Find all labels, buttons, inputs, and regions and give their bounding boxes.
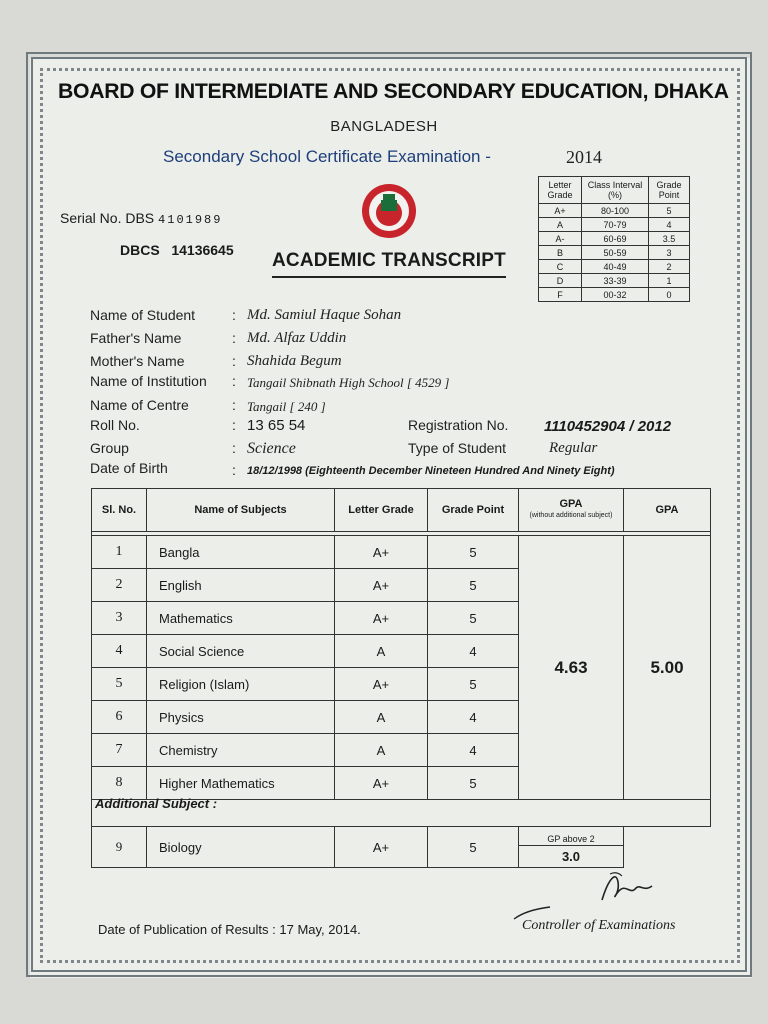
serial-label: Serial No. DBS bbox=[60, 210, 155, 226]
mother-name-label: Mother's Name bbox=[90, 353, 185, 369]
subject-name: Religion (Islam) bbox=[147, 668, 335, 701]
scale-row bbox=[539, 288, 690, 302]
scale-row bbox=[539, 246, 690, 260]
dbcs-label: DBCS bbox=[120, 242, 160, 258]
scale-row bbox=[539, 260, 690, 274]
scale-header-interval: Class Interval (%) bbox=[582, 177, 649, 204]
scale-cell: A+ bbox=[539, 204, 582, 218]
exam-year: 2014 bbox=[566, 147, 602, 167]
serial-number bbox=[60, 210, 222, 227]
mother-name: Shahida Begum bbox=[247, 353, 342, 369]
colon: : bbox=[232, 417, 236, 433]
scale-row bbox=[539, 232, 690, 246]
subject-sl: 1 bbox=[92, 536, 147, 569]
subject-sl: 2 bbox=[92, 569, 147, 602]
gpa-total: 5.00 bbox=[624, 536, 711, 800]
subject-letter-grade: A bbox=[335, 734, 428, 767]
header-subject: Name of Subjects bbox=[147, 489, 335, 532]
additional-subject-label: Additional Subject : bbox=[95, 796, 218, 811]
subject-grade-point: 5 bbox=[428, 668, 519, 701]
additional-letter: A+ bbox=[335, 827, 428, 868]
dob-label: Date of Birth bbox=[90, 460, 168, 476]
board-seal-icon bbox=[360, 182, 418, 240]
scale-cell: 0 bbox=[649, 288, 690, 302]
scale-cell: 80-100 bbox=[582, 204, 649, 218]
header-letter: Letter Grade bbox=[335, 489, 428, 532]
scale-cell: 50-59 bbox=[582, 246, 649, 260]
scale-cell: 00-32 bbox=[582, 288, 649, 302]
results-header-row bbox=[92, 489, 711, 532]
scale-cell: 4 bbox=[649, 218, 690, 232]
dbcs-number bbox=[120, 242, 234, 258]
scale-cell: A- bbox=[539, 232, 582, 246]
scale-header-letter: Letter Grade bbox=[539, 177, 582, 204]
subject-sl: 3 bbox=[92, 602, 147, 635]
student-name: Md. Samiul Haque Sohan bbox=[247, 307, 402, 323]
subject-sl: 7 bbox=[92, 734, 147, 767]
subject-sl: 4 bbox=[92, 635, 147, 668]
controller-signature-title: Controller of Examinations bbox=[522, 918, 676, 933]
gpa-without-additional: 4.63 bbox=[519, 536, 624, 800]
centre-label: Name of Centre bbox=[90, 397, 189, 413]
colon: : bbox=[232, 353, 236, 369]
scale-cell: 2 bbox=[649, 260, 690, 274]
scale-cell: 1 bbox=[649, 274, 690, 288]
roll-label: Roll No. bbox=[90, 417, 140, 433]
results-table bbox=[91, 488, 711, 868]
scale-cell: F bbox=[539, 288, 582, 302]
scale-cell: A bbox=[539, 218, 582, 232]
scale-cell: 3.5 bbox=[649, 232, 690, 246]
colon: : bbox=[232, 462, 236, 478]
scale-header-point: Grade Point bbox=[649, 177, 690, 204]
gp-above-value: 3.0 bbox=[561, 849, 581, 864]
header-sl: Sl. No. bbox=[92, 489, 147, 532]
header-gpa1: GPA bbox=[559, 498, 583, 510]
scale-cell: C bbox=[539, 260, 582, 274]
scale-cell: 33-39 bbox=[582, 274, 649, 288]
subject-letter-grade: A+ bbox=[335, 602, 428, 635]
centre-name: Tangail [ 240 ] bbox=[247, 399, 326, 414]
type-value: Regular bbox=[549, 440, 598, 456]
header-point: Grade Point bbox=[428, 489, 519, 532]
subject-name: Physics bbox=[147, 701, 335, 734]
subject-letter-grade: A bbox=[335, 635, 428, 668]
country-name: BANGLADESH bbox=[330, 118, 438, 135]
gp-above-label: GP above 2 bbox=[519, 833, 623, 846]
student-name-label: Name of Student bbox=[90, 307, 196, 323]
date-of-birth: 18/12/1998 (Eighteenth December Nineteen Hundred And Ninety Eight) bbox=[247, 465, 615, 477]
scale-cell: 3 bbox=[649, 246, 690, 260]
colon: : bbox=[232, 373, 236, 389]
colon: : bbox=[232, 440, 236, 456]
scale-cell: B bbox=[539, 246, 582, 260]
subject-letter-grade: A bbox=[335, 701, 428, 734]
subject-sl: 5 bbox=[92, 668, 147, 701]
registration-number: 1110452904 / 2012 bbox=[544, 418, 672, 435]
subject-name: Bangla bbox=[147, 536, 335, 569]
header-gpa-without bbox=[519, 489, 624, 532]
institution-name: Tangail Shibnath High School [ 4529 ] bbox=[247, 375, 450, 390]
header-gpa1-sub: (without additional subject) bbox=[529, 512, 613, 519]
grading-scale-table bbox=[538, 176, 690, 302]
subject-letter-grade: A+ bbox=[335, 569, 428, 602]
subject-grade-point: 5 bbox=[428, 569, 519, 602]
subject-grade-point: 4 bbox=[428, 701, 519, 734]
colon: : bbox=[232, 397, 236, 413]
scale-row bbox=[539, 204, 690, 218]
signature-icon bbox=[588, 862, 658, 912]
subject-name: Higher Mathematics bbox=[147, 767, 335, 800]
subject-grade-point: 4 bbox=[428, 635, 519, 668]
subject-letter-grade: A+ bbox=[335, 767, 428, 800]
subject-grade-point: 4 bbox=[428, 734, 519, 767]
subject-letter-grade: A+ bbox=[335, 668, 428, 701]
scale-cell: 70-79 bbox=[582, 218, 649, 232]
additional-subject: Biology bbox=[147, 827, 335, 868]
subject-row bbox=[92, 536, 711, 569]
board-name: BOARD OF INTERMEDIATE AND SECONDARY EDUCATION, DHAKA bbox=[58, 80, 729, 103]
exam-name: Secondary School Certificate Examination - bbox=[163, 147, 491, 166]
dbcs-value: 14136645 bbox=[171, 242, 234, 258]
serial-value: 4101989 bbox=[158, 213, 223, 227]
publication-date: Date of Publication of Results : 17 May, 2014. bbox=[98, 922, 361, 937]
scale-cell: 5 bbox=[649, 204, 690, 218]
roll-number: 13 65 54 bbox=[247, 417, 306, 434]
group-value: Science bbox=[247, 440, 296, 457]
subject-grade-point: 5 bbox=[428, 602, 519, 635]
subject-letter-grade: A+ bbox=[335, 536, 428, 569]
subject-name: Mathematics bbox=[147, 602, 335, 635]
subject-sl: 8 bbox=[92, 767, 147, 800]
additional-point: 5 bbox=[428, 827, 519, 868]
registration-label: Registration No. bbox=[408, 417, 509, 433]
subject-name: English bbox=[147, 569, 335, 602]
subject-name: Social Science bbox=[147, 635, 335, 668]
colon: : bbox=[232, 330, 236, 346]
document-title: ACADEMIC TRANSCRIPT bbox=[272, 250, 506, 278]
subject-name: Chemistry bbox=[147, 734, 335, 767]
header-gpa: GPA bbox=[624, 489, 711, 532]
type-label: Type of Student bbox=[408, 440, 507, 456]
father-name: Md. Alfaz Uddin bbox=[247, 330, 347, 346]
subject-grade-point: 5 bbox=[428, 767, 519, 800]
subject-sl: 6 bbox=[92, 701, 147, 734]
father-name-label: Father's Name bbox=[90, 330, 182, 346]
group-label: Group bbox=[90, 440, 129, 456]
institution-label: Name of Institution bbox=[90, 373, 207, 389]
scale-row bbox=[539, 274, 690, 288]
subject-grade-point: 5 bbox=[428, 536, 519, 569]
additional-sl: 9 bbox=[92, 827, 147, 868]
colon: : bbox=[232, 307, 236, 323]
scale-cell: 60-69 bbox=[582, 232, 649, 246]
scale-row bbox=[539, 218, 690, 232]
scale-cell: D bbox=[539, 274, 582, 288]
scale-cell: 40-49 bbox=[582, 260, 649, 274]
